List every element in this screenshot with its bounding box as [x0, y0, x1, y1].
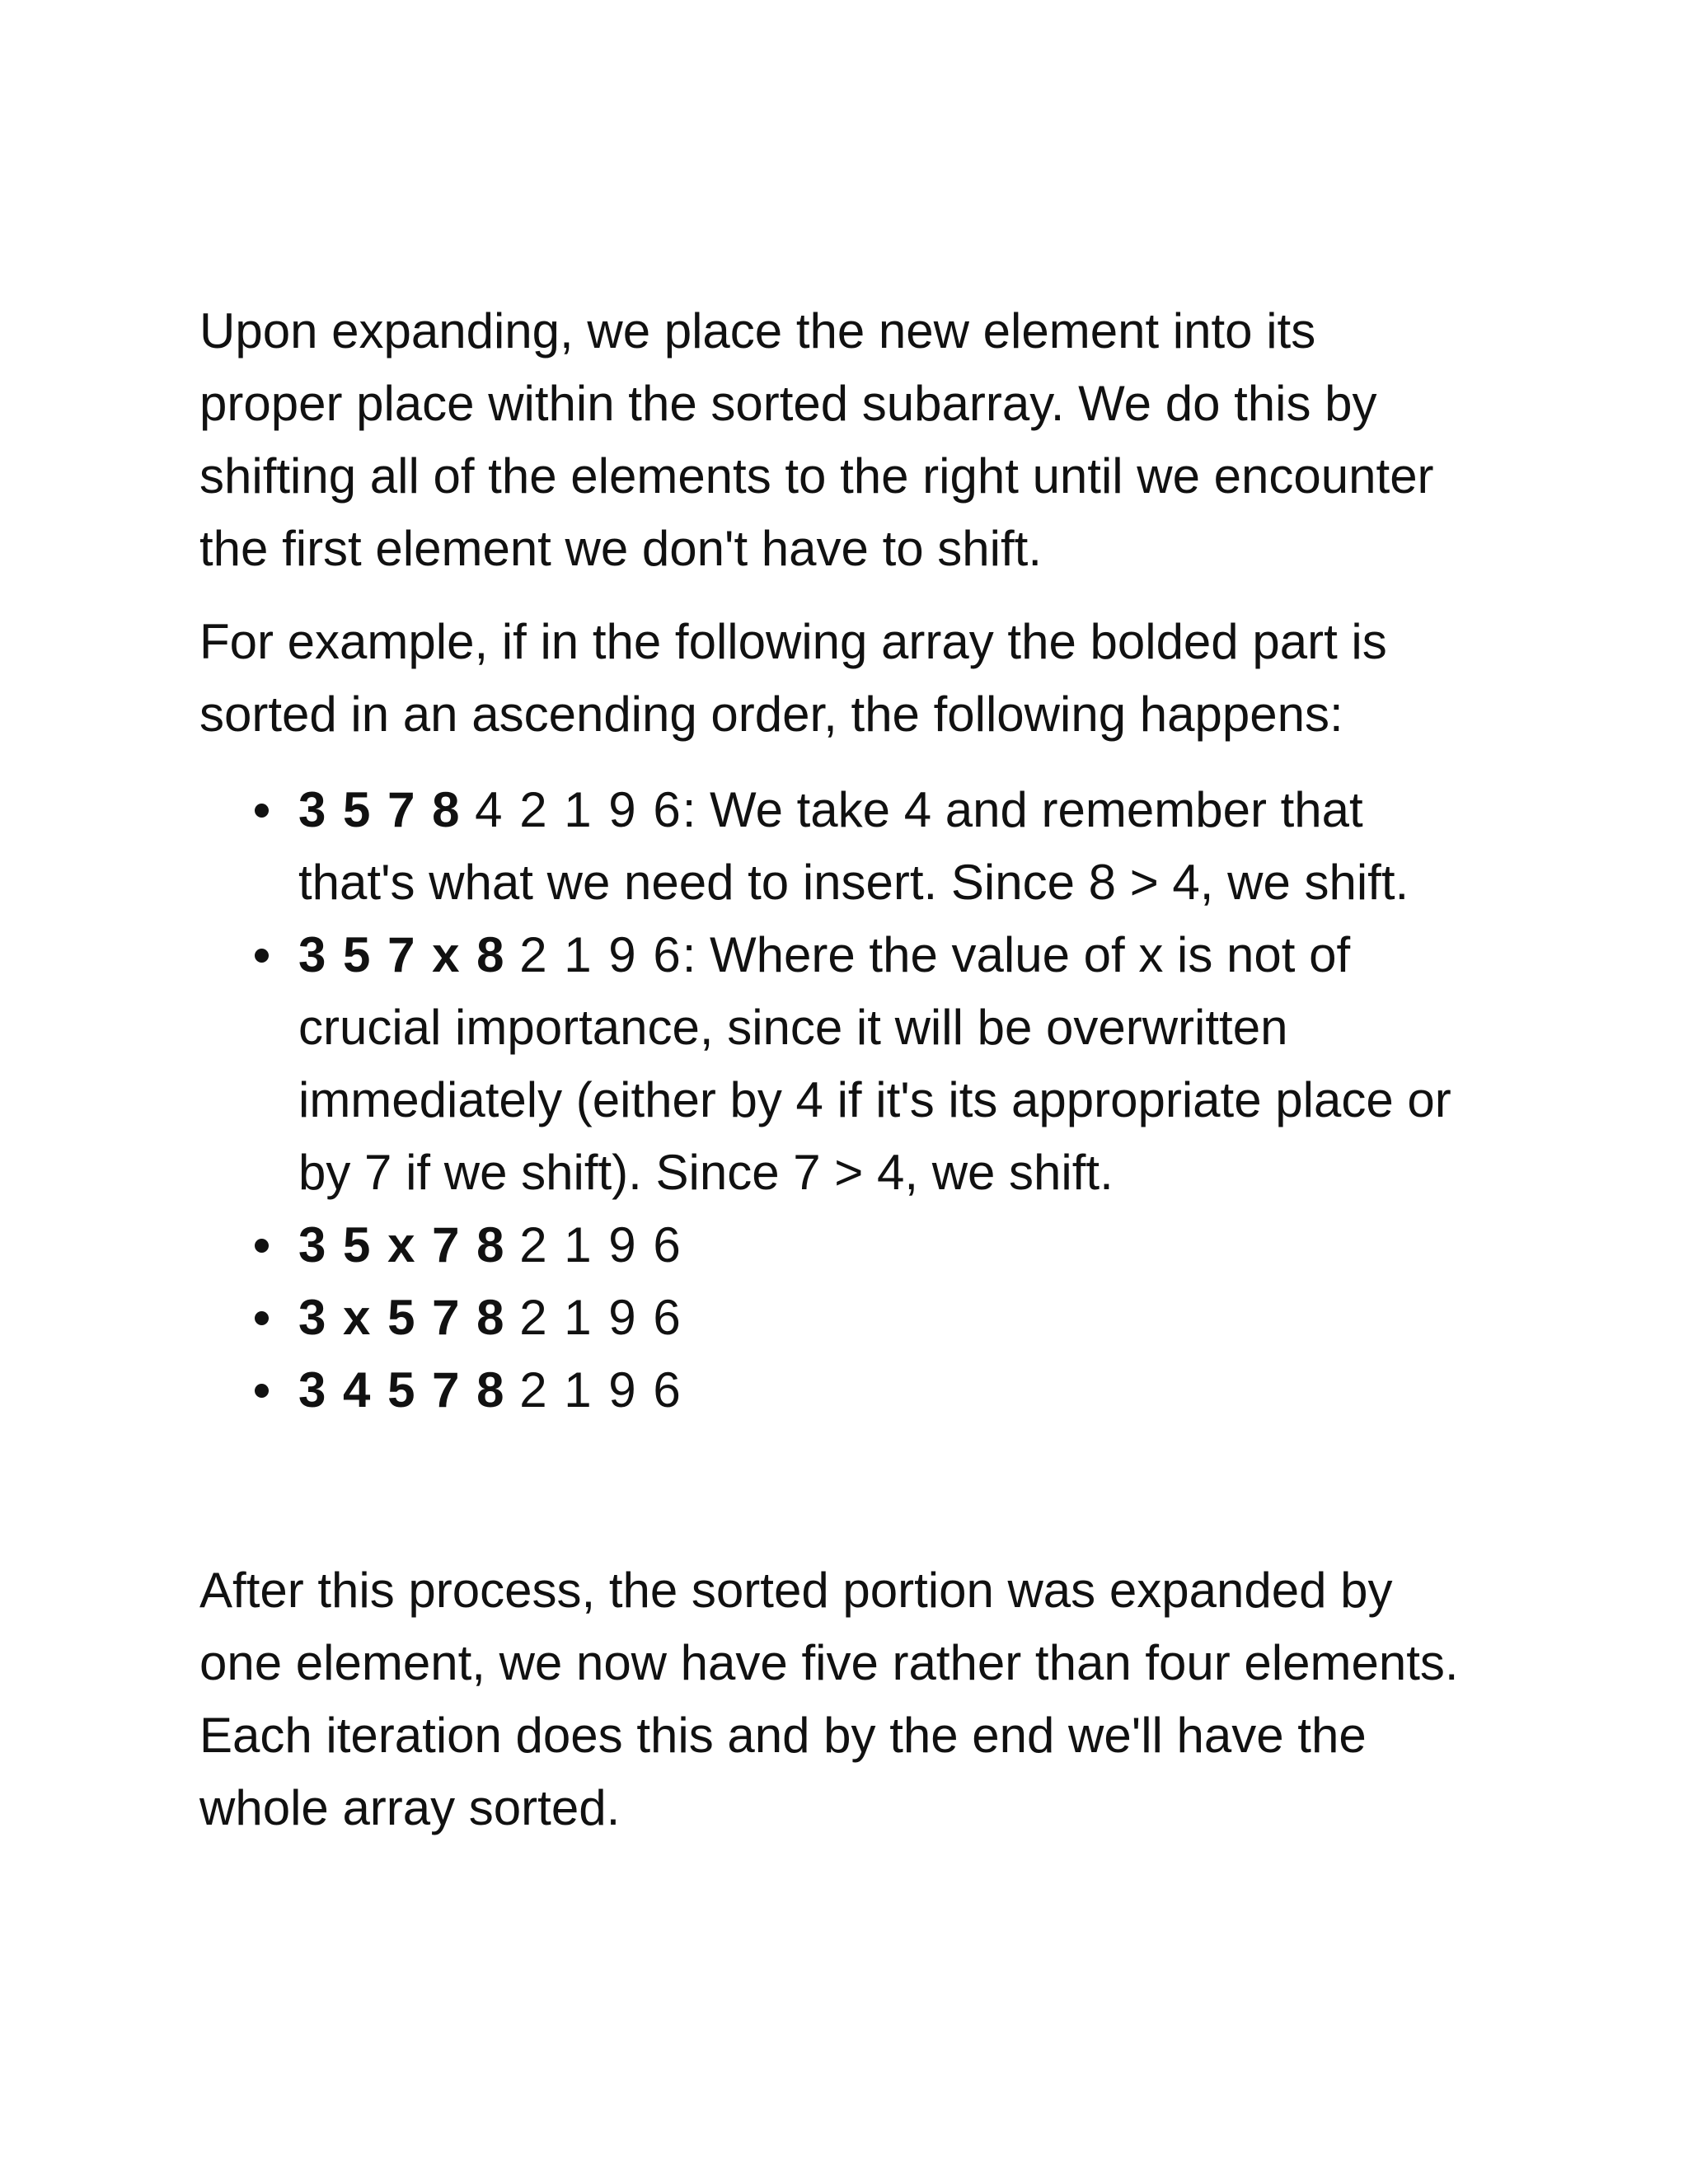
steps-list — [199, 774, 1469, 1427]
list-item — [199, 1354, 1469, 1427]
sorted-part: 3 x 5 7 8 — [298, 1290, 506, 1345]
sorted-part: 3 4 5 7 8 — [298, 1362, 506, 1418]
unsorted-part: 2 1 9 6 — [519, 1217, 682, 1272]
unsorted-part: 4 2 1 9 6 — [475, 782, 682, 837]
unsorted-part: 2 1 9 6 — [519, 1362, 682, 1418]
list-item — [199, 1209, 1469, 1282]
list-item — [199, 1282, 1469, 1354]
bullet-icon — [255, 1384, 269, 1398]
step-note: : Where the value of x is not of crucial importance, since it will be overwritten immediately (either by 4 if it's its appropriate place or by 7 if we shift). Since 7 > 4, we shift. — [298, 927, 1451, 1200]
conclusion-paragraph: After this process, the sorted portion was expanded by one element, we now have five rather than four elements. Each iteration does this and by the end we'll have the whole array sorted. — [199, 1563, 1459, 1835]
bullet-icon — [255, 804, 269, 818]
intro-paragraph: Upon expanding, we place the new element into its proper place within the sorted subarray. We do this by shifting all of the elements to the right until we encounter the first element we don't have to shift. — [199, 303, 1434, 576]
document-page — [199, 295, 1469, 1844]
sorted-part: 3 5 7 x 8 — [298, 927, 506, 982]
sorted-part: 3 5 x 7 8 — [298, 1217, 506, 1272]
bullet-icon — [255, 949, 269, 963]
unsorted-part: 2 1 9 6 — [519, 927, 682, 982]
example-intro-paragraph: For example, if in the following array the bolded part is sorted in an ascending order, the following happens: — [199, 614, 1387, 742]
bullet-icon — [255, 1311, 269, 1325]
unsorted-part: 2 1 9 6 — [519, 1290, 682, 1345]
bullet-icon — [255, 1239, 269, 1253]
list-item — [199, 774, 1469, 919]
step-note: : We take 4 and remember that that's what we need to insert. Since 8 > 4, we shift. — [298, 782, 1409, 910]
sorted-part: 3 5 7 8 — [298, 782, 462, 837]
list-item — [199, 919, 1469, 1209]
